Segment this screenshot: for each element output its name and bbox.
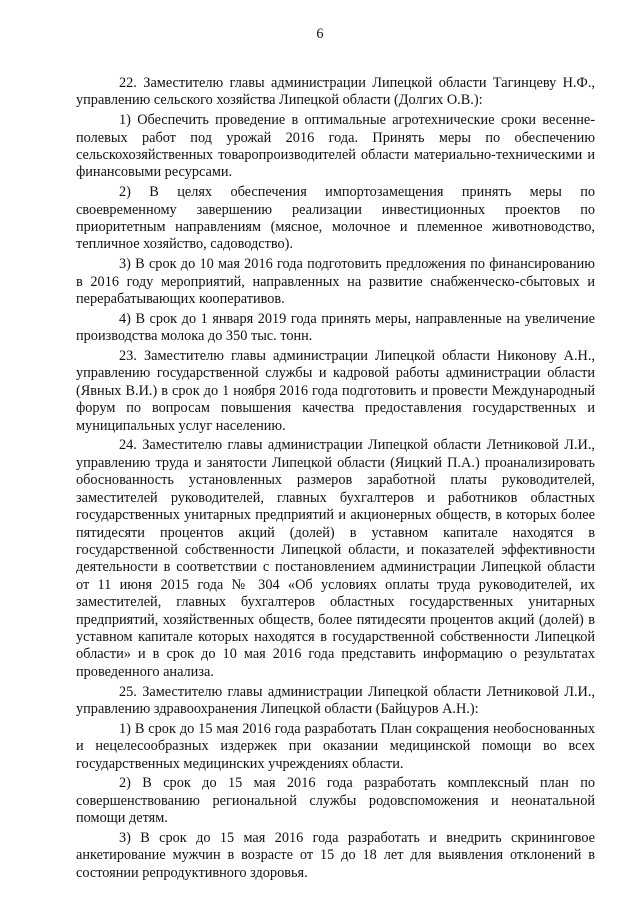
paragraph-item-25-3: 3) В срок до 15 мая 2016 года разработать и внедрить скрининговое анкетирование мужчин в возрасте от 15 до 18 лет для выявления отклонений в состоянии репродуктивного здоровья. bbox=[76, 829, 595, 881]
document-body bbox=[76, 75, 595, 885]
paragraph-item-22-3: 3) В срок до 10 мая 2016 года подготовить предложения по финансированию в 2016 году мероприятий, направленных на развитие снабженческо-сбытовых и перерабатывающих кооперативов. bbox=[76, 256, 595, 308]
paragraph-item-25-1: 1) В срок до 15 мая 2016 года разработать План сокращения необоснованных и нецелесообразных издержек при оказании медицинской помощи во всех государственных медицинских учреждениях области. bbox=[76, 720, 595, 772]
paragraph-item-25-2: 2) В срок до 15 мая 2016 года разработать комплексный план по совершенствованию региональной службы родовспоможения и неонатальной помощи детям. bbox=[76, 775, 595, 827]
paragraph-item-25: 25. Заместителю главы администрации Липецкой области Летниковой Л.И., управлению здравоохранения Липецкой области (Байцуров А.Н.): bbox=[76, 683, 595, 717]
paragraph-item-22: 22. Заместителю главы администрации Липецкой области Тагинцеву Н.Ф., управлению сельского хозяйства Липецкой области (Долгих О.В.): bbox=[76, 75, 595, 109]
paragraph-item-23: 23. Заместителю главы администрации Липецкой области Никонову А.Н., управлению государственной службы и кадровой работы администрации области (Явных В.И.) в срок до 1 ноября 2016 года подготовить и провести Международный форум по вопросам повышения качества предоставления государственных и муниципальных услуг населению. bbox=[76, 348, 595, 434]
paragraph-item-22-2: 2) В целях обеспечения импортозамещения принять меры по своевременному завершению реализации инвестиционных проектов по приоритетным направлениям (мясное, молочное и племенное животноводство, тепличное хозяйство, садоводство). bbox=[76, 184, 595, 253]
paragraph-item-22-1: 1) Обеспечить проведение в оптимальные агротехнические сроки весенне-полевых работ под урожай 2016 года. Принять меры по обеспечению сельскохозяйственных товаропроизводителей области материально-техническими и финансовыми ресурсами. bbox=[76, 112, 595, 181]
paragraph-item-22-4: 4) В срок до 1 января 2019 года принять меры, направленные на увеличение производства молока до 350 тыс. тонн. bbox=[76, 310, 595, 345]
paragraph-item-24: 24. Заместителю главы администрации Липецкой области Летниковой Л.И., управлению труда и занятости Липецкой области (Яицкий П.А.) проанализировать обоснованность установленных размеров заработной платы руководителей, заместителей руководителей, главных бухгалтеров и работников областных государственных унитарных предприятий и акционерных обществ, в которых более пятидесяти процентов акций (долей) в уставном капитале находятся в государственной собственности Липецкой области, и показателей эффективности деятельности в соответствии с постановлением администрации Липецкой области от 11 июня 2015 года № 304 «Об условиях оплаты труда руководителей, их заместителей, главных бухгалтеров областных государственных унитарных предприятий, хозяйственных обществ, более пятидесяти процентов акций (долей) в уставном капитале которых находятся в государственной собственности Липецкой области» и в срок до 10 мая 2016 года представить информацию о результатах проведенного анализа. bbox=[76, 437, 595, 680]
page-number: 6 bbox=[316, 26, 324, 42]
